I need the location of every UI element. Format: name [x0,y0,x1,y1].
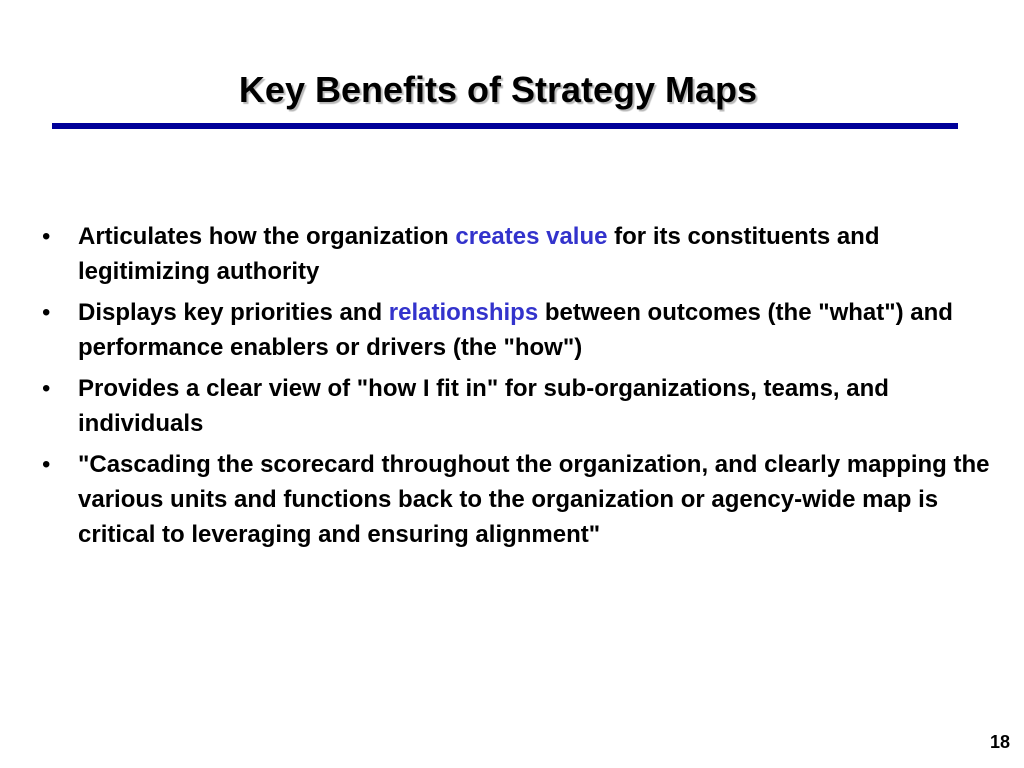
bullet-icon: • [42,223,51,250]
highlight-text: relationships [388,299,539,326]
page-number: 18 [989,732,1010,752]
bullet-item [0,295,1000,365]
bullet-list [0,219,1000,558]
bullet-text: between outcomes (the "what") and performance enablers or drivers (the "how") [78,299,953,361]
bullet-text: for its constituents and legitimizing authority [78,223,880,285]
bullet-text: Articulates how the organization [78,223,456,250]
bullet-text: Provides a clear view of "how I fit in" for sub-organizations, teams, and individuals [78,375,889,437]
bullet-icon: • [42,451,51,478]
title-underline [52,123,958,129]
bullet-icon: • [42,299,51,326]
bullet-item [0,447,1000,552]
highlight-text: creates value [455,223,608,250]
slide-title: Key Benefits of Strategy Maps [238,69,758,110]
bullet-item [0,371,1000,441]
bullet-item [0,219,1000,289]
bullet-icon: • [42,375,51,402]
bullet-text: "Cascading the scorecard throughout the organization, and clearly mapping the various units and functions back to the organization or agency-wide map is critical to leveraging and ensuring alignment" [78,451,990,548]
bullet-text: Displays key priorities and [78,299,389,326]
